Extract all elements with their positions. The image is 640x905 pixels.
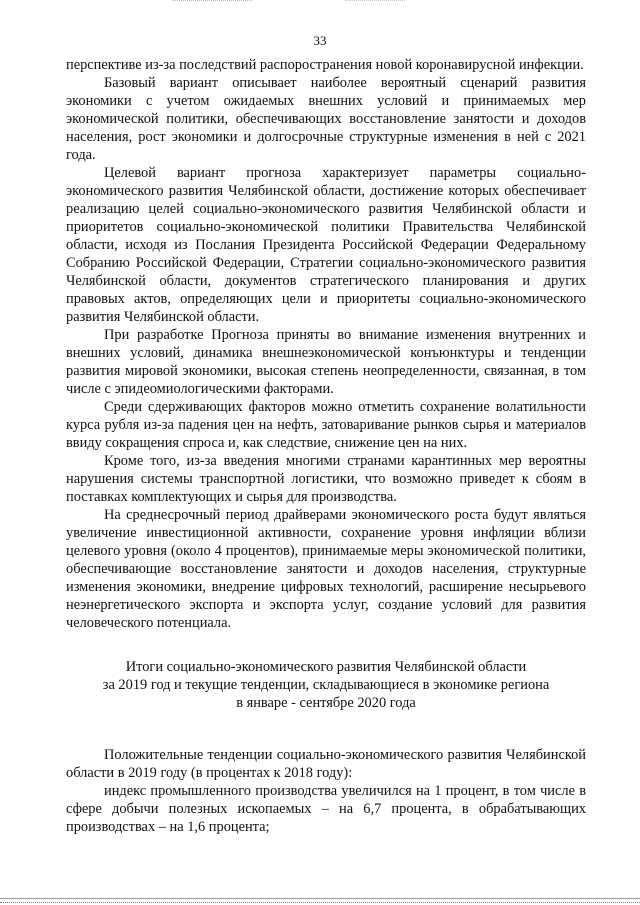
paragraph: Базовый вариант описывает наиболее вероятный сценарий развития экономики с учетом ожидаемых внешних условий и принимаемых мер экономической политики, обеспечивающих восстановление занятости и доходов населения, рост экономики и долгосрочные структурные изменения в ней с 2021 года. (66, 75, 586, 163)
paragraph: перспективе из-за последствий распоространения новой коронавирусной инфекции. (66, 57, 584, 73)
paragraph: Целевой вариант прогноза характеризует параметры социально-экономического развития Челябинской области, достижение которых обеспечивает реализацию целей социально-экономического развития Челябинской области и приоритетов социально-экономической политики Правительства Челябинской области, исходя из Послания Президента Российской Федерации Федеральному Собранию Российской Федерации, Стратегии социально-экономического развития Челябинской области, документов стратегического планирования и других правовых актов, определяющих цели и приоритеты социально-экономического развития Челябинской области. (66, 165, 586, 325)
heading-line: за 2019 год и текущие тенденции, складывающиеся в экономике региона (102, 677, 550, 693)
paragraph: индекс промышленного производства увеличился на 1 процент, в том числе в сфере добычи полезных ископаемых – на 6,7 процента, в обрабатывающих производствах – на 1,6 процента; (66, 783, 586, 835)
document-body (66, 56, 586, 836)
scan-artifact (172, 0, 252, 3)
scan-artifact (345, 0, 405, 3)
paragraph: Положительные тенденции социально-экономического развития Челябинской области в 2019 году (в процентах к 2018 году): (66, 747, 586, 781)
paragraph: При разработке Прогноза приняты во внимание изменения внутренних и внешних условий, динамика внешнеэкономической конъюнктуры и тенденции развития мировой экономики, высокая степень неопределенности, связанная, в том числе с эпидеомиологическими факторами. (66, 327, 586, 397)
paragraph: Среди сдерживающих факторов можно отметить сохранение волатильности курса рубля из-за падения цен на нефть, затоваривание рынков сырья и материалов ввиду сокращения спроса и, как следствие, снижение цен на них. (66, 399, 586, 451)
page-number: 33 (313, 33, 327, 48)
scan-edge (0, 902, 640, 903)
paragraph: Кроме того, из-за введения многими странами карантинных мер вероятны нарушения системы транспортной логистики, что возможно приведет к сбоям в поставках комплектующих и сырья для производства. (66, 453, 586, 505)
scan-edge (0, 898, 640, 899)
heading-line: Итоги социально-экономического развития Челябинской области (125, 659, 527, 675)
section-heading (66, 658, 586, 712)
heading-line: в январе - сентябре 2020 года (236, 695, 416, 711)
paragraph: На среднесрочный период драйверами экономического роста будут являться увеличение инвестиционной активности, сохранение уровня инфляции вблизи целевого уровня (около 4 процентов), принимаемые меры экономической политики, обеспечивающие восстановление занятости и доходов населения, структурные изменения экономики, внедрение цифровых технологий, расширение несырьевого неэнергетического экспорта и экспорта услуг, создание условий для развития человеческого потенциала. (66, 507, 586, 631)
